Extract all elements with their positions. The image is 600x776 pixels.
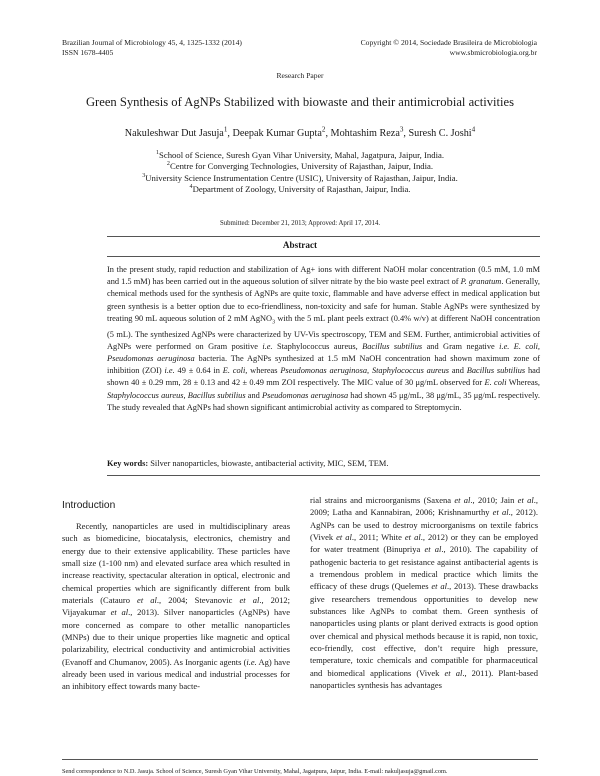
abstract-run: . Generally, chemical methods used for the synthesis of AgNPs are quite toxic, flammable and have adverse effect in medical application but green synthesis is a better option due to eco-friendliness, non-toxicity and safe for human. Stable AgNPs were synthesized by treating 90 mL aqueous solution of 2 mM AgNO — [107, 277, 540, 323]
abstract-run: 49 ± 0.64 in — [174, 366, 223, 376]
abstract-run: and — [449, 366, 467, 376]
right_column-run: ., 2013). These drawbacks give researchers tremendous opportunities to develop new substances like AgNPs to combat them. Green synthesis of nanoparticles using plants or plant derived extracts is good option over chemical and physical methods because it is rapid, non toxic, eco-friendly, cost effective, don’t require high pressure, temperature, toxic chemicals and compatible for pharmaceutical and biomedical applications (Vivek — [310, 581, 539, 678]
right_column-run: et al — [517, 495, 534, 505]
copyright-text: Copyright © 2014, Sociedade Brasileira de Microbiologia — [360, 38, 537, 47]
journal-citation: Brazilian Journal of Microbiology 45, 4, 1325-1332 (2014) — [62, 38, 242, 47]
abstract-text — [107, 264, 540, 414]
journal-website[interactable]: www.sbmicrobiologia.org.br — [449, 47, 537, 57]
author-affiliation-marker: 1 — [223, 125, 228, 134]
left_column-run: et al — [137, 595, 157, 606]
paper-title: Green Synthesis of AgNPs Stabilized with biowaste and their antimicrobial activities — [85, 95, 515, 109]
keywords-label: Key words: — [107, 459, 149, 468]
author-affiliation-marker: 2 — [321, 125, 326, 134]
abstract-run: i.e. — [164, 366, 175, 376]
abstract-run: E. coli — [222, 366, 246, 376]
right_column-run: et al — [492, 507, 509, 518]
right_column-run: et al — [424, 544, 442, 555]
right_column-run: ., 2010). The capability of pathogenic bacteria to get resistance against antibacterial agents is a tremendous problem in medical practice which limits the efficacy of these drugs (Quelemes — [310, 544, 538, 592]
right_column-run: et al — [444, 667, 463, 678]
journal-header — [62, 38, 242, 57]
correspondence-footnote: Send correspondence to N.D. Jasuja. School of Science, Suresh Gyan Vihar University, Mahal, Jagatpura, Jaipur, India. E-mail: nakuljasuja@gmail.com. — [62, 768, 448, 775]
author-name: Mohtashim Reza — [330, 128, 400, 139]
right_column-run: ., 2011). Plant-based nanoparticles synthesis has advantages — [310, 667, 538, 691]
abstract-run: , — [367, 366, 372, 376]
abstract-run: E. coli — [484, 378, 507, 388]
abstract-heading: Abstract — [282, 240, 318, 250]
abstract-run: and Gram negative — [422, 341, 500, 351]
affiliation-number: 3 — [142, 172, 146, 179]
abstract-run: Staphylococcus aureus — [107, 390, 184, 400]
abstract-run: Staphylococcus aureus — [371, 366, 450, 376]
affiliation-text: Department of Zoology, University of Rajasthan, Jaipur, India. — [192, 184, 411, 195]
keywords-list: Silver nanoparticles, biowaste, antibacterial activity, MIC, SEM, TEM. — [148, 459, 389, 468]
author-separator: , — [227, 128, 233, 139]
section-heading-introduction: Introduction — [62, 500, 116, 511]
affiliation-number: 2 — [166, 161, 170, 168]
author-list — [30, 125, 570, 139]
abstract-run: i.e. E. coli, Pseudomonas aeruginosa — [107, 341, 540, 364]
affiliation-number: 1 — [155, 150, 159, 157]
affiliation-line — [30, 161, 570, 172]
keywords — [107, 459, 540, 468]
right_column-run: rial strains and microorganisms (Saxena — [310, 495, 455, 505]
abstract-run: with the 5 mL plant peels extract (0.4% w/v) at different NaOH concentration (5 mL). The synthesized AgNPs were characterized by UV-Vis spectroscopy, TEM and SEM. Further, antimicrobial activities of AgNPs were performed on Gram positive — [107, 313, 541, 351]
journal-issn: ISSN 1678-4405 — [62, 47, 114, 57]
right_column-run: et al — [431, 581, 447, 592]
abstract-bottom-rule — [107, 475, 540, 476]
author-affiliation-marker: 4 — [471, 125, 476, 134]
author-name: Deepak Kumar Gupta — [232, 128, 322, 139]
right_column-run: ., 2010; Jain — [470, 495, 518, 505]
left_column-run: et al — [239, 595, 260, 606]
left_column-run: et al — [110, 607, 129, 618]
right_column-run: et al — [336, 532, 352, 543]
abstract-run: Pseudomonas aeruginosa — [280, 366, 368, 376]
footnote-rule — [62, 759, 538, 760]
submission-dates: Submitted: December 21, 2013; Approved: April 17, 2014. — [219, 220, 381, 227]
author-affiliation-marker: 3 — [399, 125, 404, 134]
affiliation-line — [30, 184, 570, 195]
left_column-run: ., 2013). Silver nanoparticles (AgNPs) have more concerned as compare to other metallic nanoparticles (MNPs) due to their unique properties like magnetic and optical polarizability, electrical conductivity and antimicrobial activities (Evanoff and Chumanov, 2005). As Inorganic agents ( — [62, 607, 291, 667]
abstract-run: , whereas — [245, 366, 281, 376]
right_column-run: et al — [404, 532, 421, 543]
affiliation-text: Centre for Converging Technologies, University of Rajasthan, Jaipur, India. — [169, 161, 434, 172]
left_column-run: ., 2012; Vijayakumar — [62, 595, 290, 618]
abstract-run: Staphylococcus aureus, — [272, 341, 363, 351]
right_column-run: ., 2012). AgNPs can be used to destroy microorganisms on textile fabrics (Vivek — [310, 507, 538, 543]
affiliation-number: 4 — [189, 184, 193, 191]
left-column-text — [62, 520, 290, 693]
affiliation-text: University Science Instrumentation Centre (USIC), University of Rajasthan, Jaipur, India. — [145, 172, 458, 183]
affiliation-list — [30, 150, 570, 196]
abstract-run: Pseudomonas aeruginosa — [262, 390, 349, 400]
left_column-run: Ag) have already been used in various medical and industrial processes for an inhibitory effect towards many bacte- — [62, 656, 290, 692]
abstract-run: Bacillus subtilius — [362, 341, 423, 351]
affiliation-line — [30, 173, 570, 184]
right_column-run: ., 2012) or they can be employed for water treatment (Binupriya — [310, 532, 538, 555]
affiliation-line — [30, 150, 570, 161]
left_column-run: ., 2004; Stevanovic — [156, 595, 240, 606]
right_column-run: ., 2009; Latha and Kannabiran, 2006; Krishnamurthy — [310, 495, 538, 518]
copyright-header — [361, 38, 537, 57]
abstract-run: had shown 45 μg/mL, 38 μg/mL, 35 μg/mL respectively. The study revealed that AgNPs had shown significant antimicrobial activity as compared to Streptomycin. — [107, 390, 541, 412]
author-separator: , — [325, 128, 331, 139]
abstract-run: Bacillus subtilius — [187, 390, 246, 400]
article-type: Research Paper — [276, 71, 324, 80]
abstract-title-rule — [107, 256, 540, 257]
abstract-run: and — [245, 390, 263, 400]
left_column-run: Recently, nanoparticles are used in multidisciplinary areas such as biomedicine, biocatalysis, electronics, chemistry and energy due to their extensive applicability. These particles have small size (1-100 nm) and elevated surface area which resulted in increase reactivity, spectacular alteration in optical, electronic and chemical properties which are significantly different from bulk materials (Catauro — [62, 521, 290, 606]
abstract-run: bacteria. The AgNPs synthesized at 1.5 mM NaOH concentration had shown maximum zone of inhibition (ZOI) — [107, 354, 540, 376]
introduction-paragraph — [62, 520, 290, 693]
right_column-run: et al — [454, 495, 471, 505]
abstract-run: In the present study, rapid reduction and stabilization of Ag+ ions with different NaOH molar concentration (0.5 mM, 1.0 mM and 1.5 mM) has been carried out in the aqueous solution of silver nitrate by the bio waste peel extract of — [107, 265, 540, 287]
abstract-run: Whereas, — [506, 378, 540, 388]
abstract-run: had shown 40 ± 0.29 mm, 28 ± 0.13 and 42 ± 0.49 mm ZOI respectively. The MIC value of 30 μg/mL observed for — [107, 366, 541, 388]
author-separator: , — [403, 128, 409, 139]
author-name: Nakuleshwar Dut Jasuja — [124, 128, 224, 139]
abstract-run: i.e. — [262, 341, 273, 351]
abstract-run: 3 — [272, 319, 276, 326]
right_column-run: ., 2011; White — [351, 532, 405, 543]
right-column-text — [310, 494, 538, 692]
introduction-paragraph-continued — [310, 494, 538, 692]
abstract-top-rule — [107, 236, 540, 237]
abstract-run: , — [183, 390, 188, 400]
affiliation-text: School of Science, Suresh Gyan Vihar University, Mahal, Jagatpura, Jaipur, India. — [159, 150, 445, 160]
abstract-run: Bacillus subtilius — [466, 366, 526, 376]
left_column-run: i.e. — [246, 656, 257, 667]
abstract-run: P. granatum — [460, 277, 502, 287]
author-name: Suresh C. Joshi — [408, 128, 472, 139]
